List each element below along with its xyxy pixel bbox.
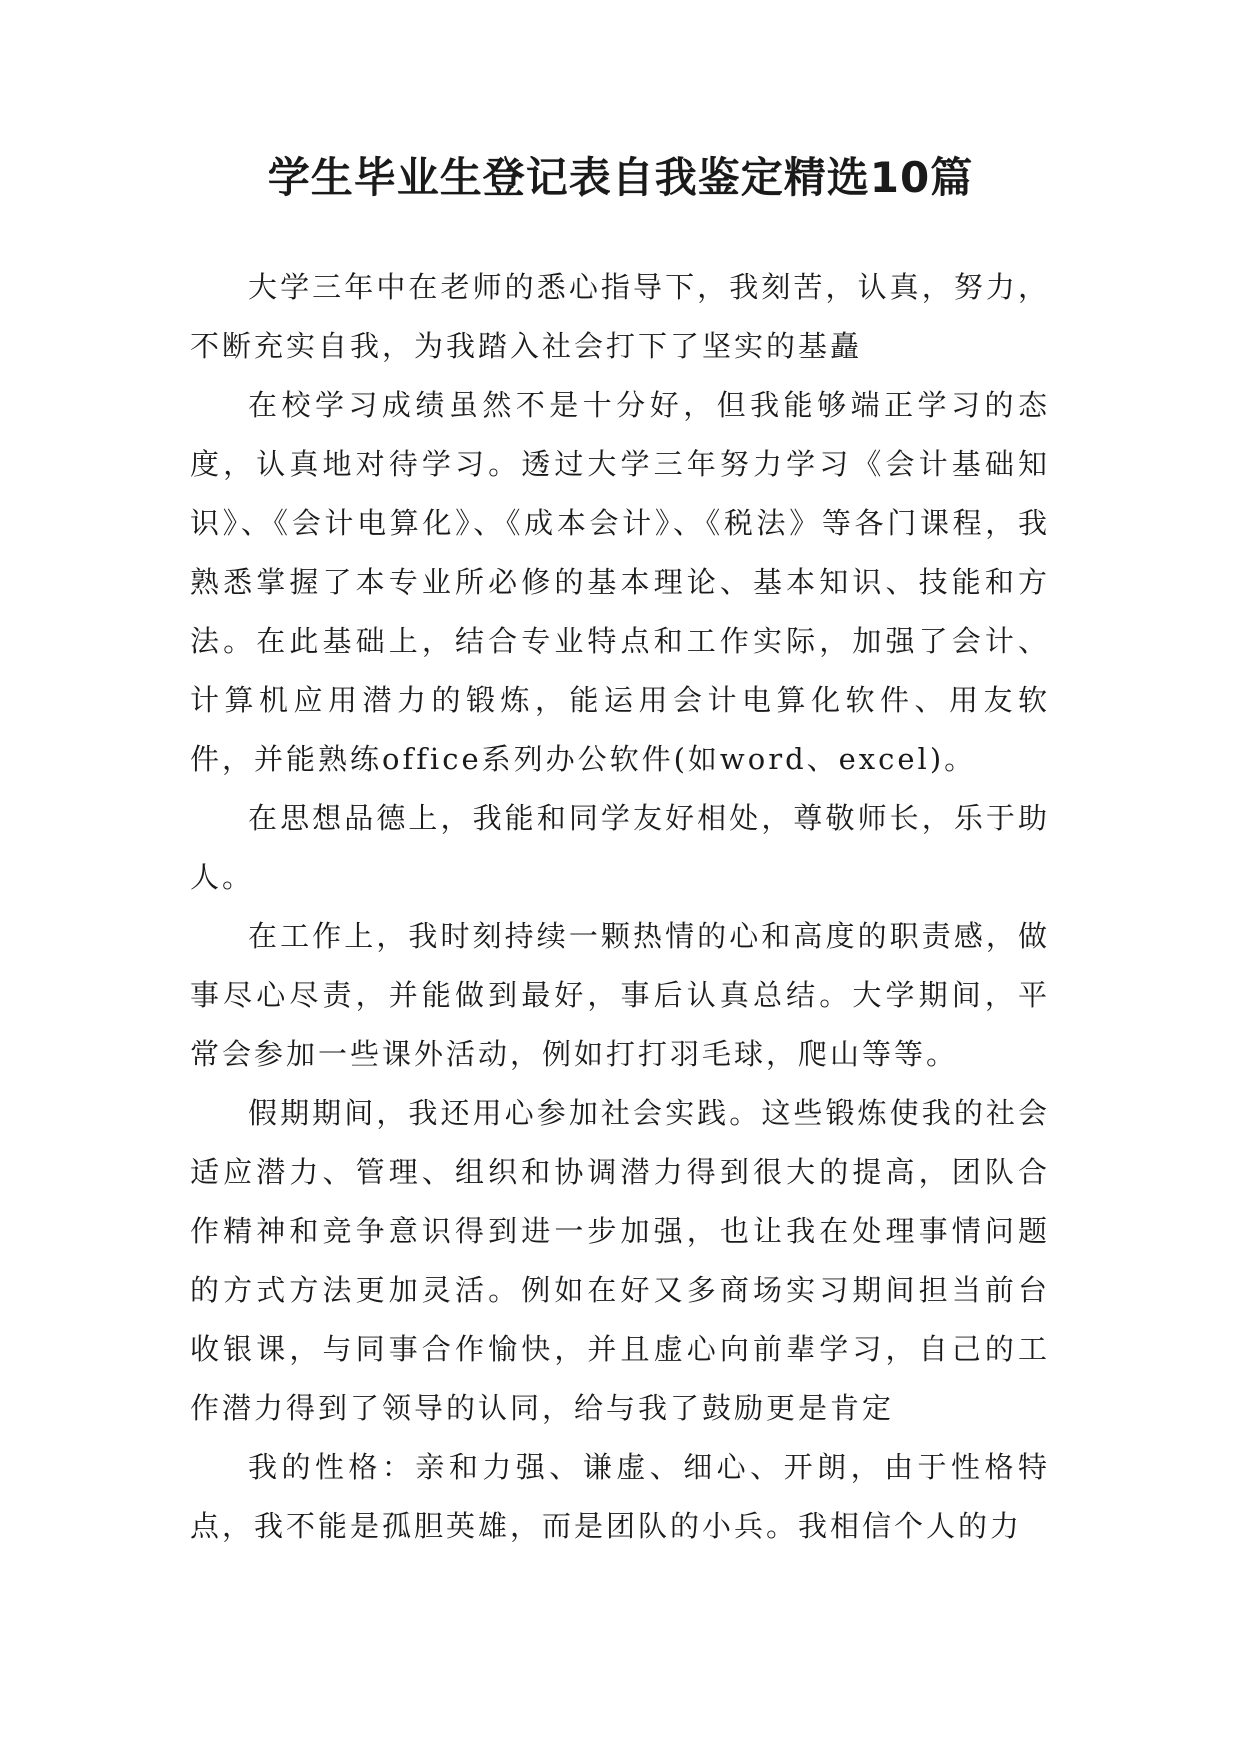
paragraph: 假期期间，我还用心参加社会实践。这些锻炼使我的社会适应潜力、管理、组织和协调潜力得到很大的提高，团队合作精神和竞争意识得到进一步加强，也让我在处理事情问题的方式方法更加灵活。例如在好又多商场实习期间担当前台收银课，与同事合作愉快，并且虚心向前辈学习，自己的工作潜力得到了领导的认同，给与我了鼓励更是肯定 <box>190 1096 1050 1425</box>
paragraph: 在工作上，我时刻持续一颗热情的心和高度的职责感，做事尽心尽责，并能做到最好，事后认真总结。大学期间，平常会参加一些课外活动，例如打打羽毛球，爬山等等。 <box>190 919 1050 1071</box>
paragraph: 在校学习成绩虽然不是十分好，但我能够端正学习的态度，认真地对待学习。透过大学三年努力学习《会计基础知识》、《会计电算化》、《成本会计》、《税法》等各门课程，我熟悉掌握了本专业所必修的基本理论、基本知识、技能和方法。在此基础上，结合专业特点和工作实际，加强了会计、计算机应用潜力的锻炼，能运用会计电算化软件、用友软件，并能熟练office系列办公软件(如word、excel)。 <box>190 388 1050 776</box>
paragraph: 大学三年中在老师的悉心指导下，我刻苦，认真，努力，不断充实自我，为我踏入社会打下了坚实的基矗 <box>190 270 1050 363</box>
document-body <box>190 258 1050 1556</box>
document-title: 学生毕业生登记表自我鉴定精选10篇 <box>267 153 974 202</box>
paragraph: 我的性格：亲和力强、谦虚、细心、开朗，由于性格特点，我不能是孤胆英雄，而是团队的小兵。我相信个人的力 <box>190 1450 1050 1543</box>
paragraph: 在思想品德上，我能和同学友好相处，尊敬师长，乐于助人。 <box>190 801 1050 894</box>
